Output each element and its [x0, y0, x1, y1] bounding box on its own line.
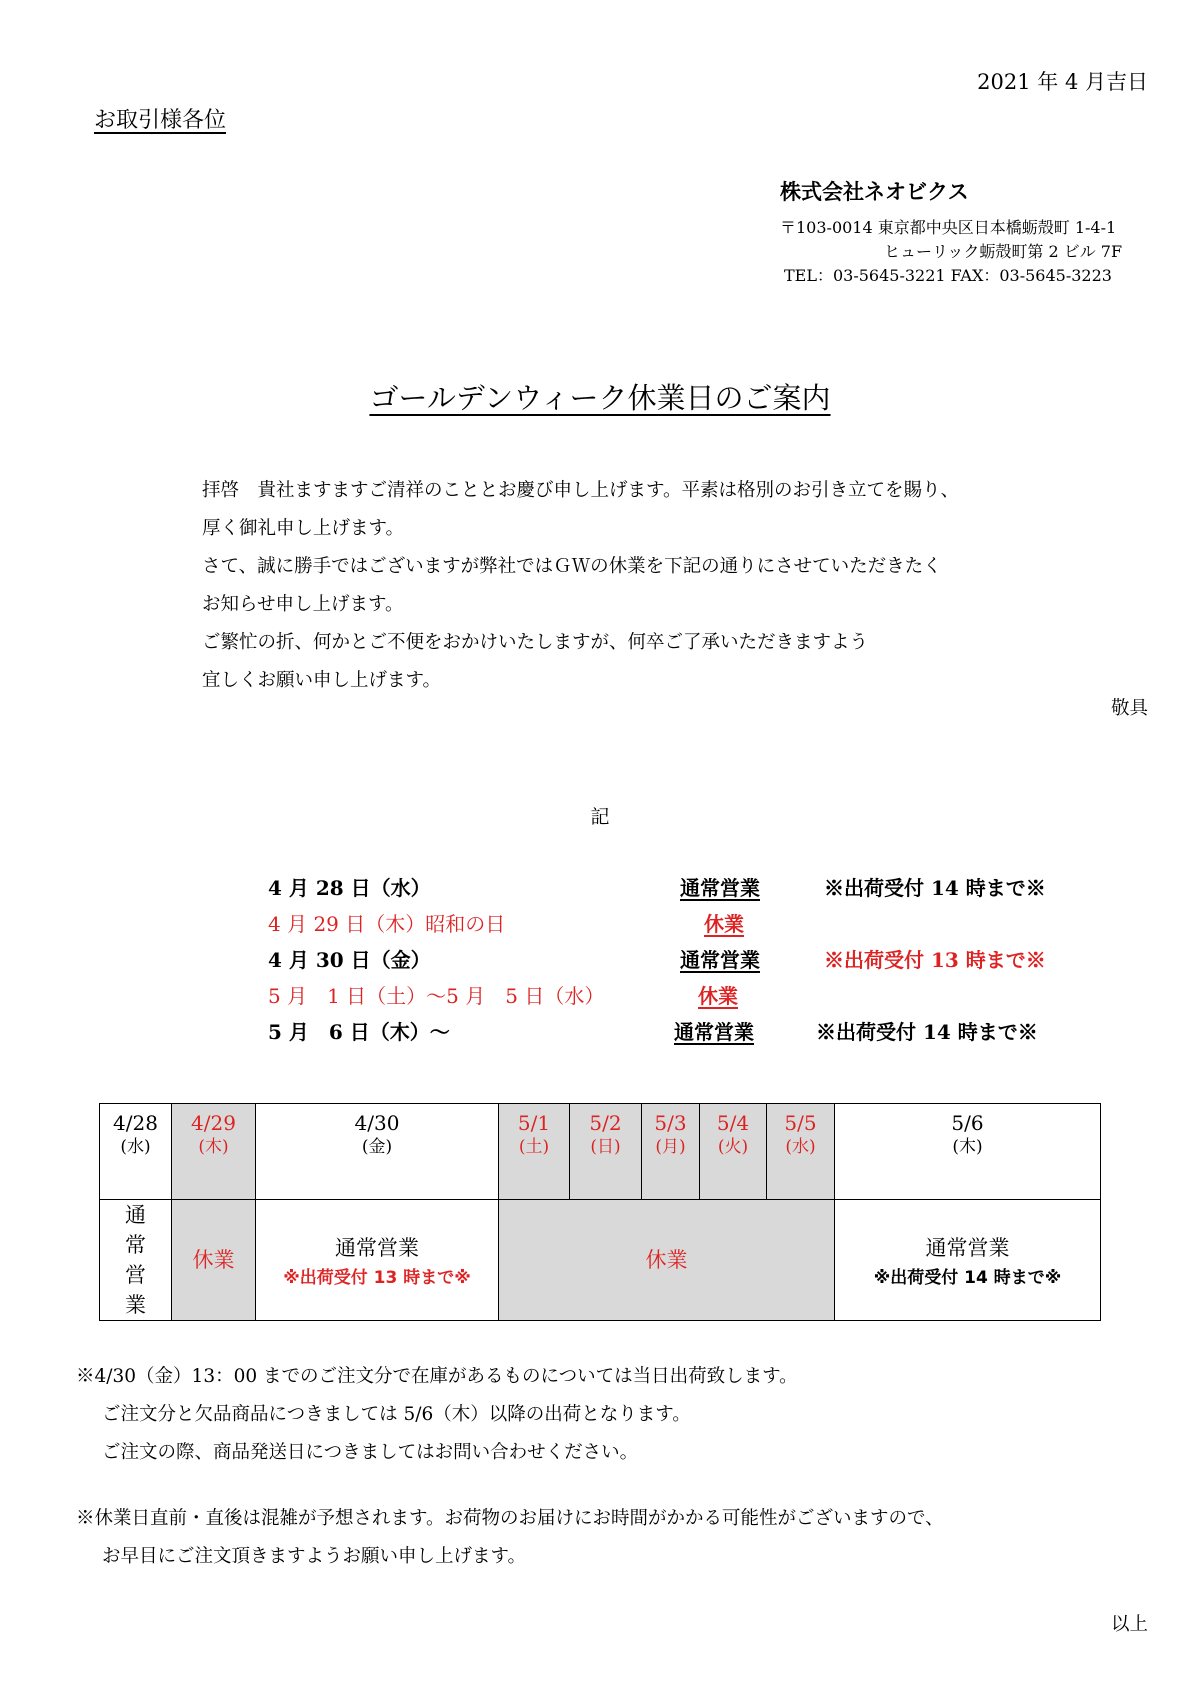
schedule-status: 休業: [704, 912, 744, 936]
document-date: 2021 年 4 月吉日: [977, 70, 1148, 94]
table-day-cell: [700, 1104, 767, 1200]
note-line: ※4/30（金）13：00 までのご注文分で在庫があるものについては当日出荷致します。: [76, 1366, 798, 1387]
table-day-date: 4/28: [113, 1111, 158, 1135]
body-line: さて、誠に勝手ではございますが弊社ではＧＷの休業を下記の通りにさせていただきたく: [202, 556, 942, 577]
table-day-cell: [570, 1104, 642, 1200]
table-status-note: ※出荷受付 14 時まで※: [873, 1267, 1062, 1288]
table-day-date: 5/3: [654, 1111, 687, 1135]
table-day-date: 5/1: [517, 1111, 551, 1135]
table-status-note: ※出荷受付 13 時まで※: [283, 1267, 471, 1288]
note-line: ※休業日直前・直後は混雑が予想されます。お荷物のお届けにお時間がかかる可能性がございますので、: [76, 1508, 944, 1529]
table-day-date: 4/29: [191, 1111, 236, 1135]
table-day-weekday: (日): [590, 1137, 621, 1157]
schedule-status: 通常営業: [680, 876, 760, 900]
table-day-weekday: (木): [952, 1137, 983, 1157]
document-title: ゴールデンウィーク休業日のご案内: [369, 381, 831, 415]
body-line: 拝啓 貴社ますますご清祥のこととお慶び申し上げます。平素は格別のお引き立てを賜り、: [202, 480, 960, 501]
gw-schedule-table: [99, 1103, 1101, 1321]
table-day-weekday: (月): [655, 1137, 686, 1157]
table-day-cell: [835, 1104, 1101, 1200]
table-day-weekday: (水): [120, 1137, 151, 1157]
table-status-cell: [256, 1200, 499, 1321]
company-address-line1: 〒103-0014 東京都中央区日本橋蛎殻町 1-4-1: [780, 218, 1117, 237]
schedule-status: 通常営業: [680, 948, 760, 972]
schedule-status: 休業: [698, 984, 738, 1008]
table-day-weekday: (金): [361, 1137, 393, 1157]
table-day-cell: [642, 1104, 700, 1200]
schedule-date: 5 月 1 日（土）～5 月 5 日（水）: [268, 984, 605, 1008]
note-line: ご注文分と欠品商品につきましては 5/6（木）以降の出荷となります。: [102, 1404, 691, 1425]
company-address-line2: ヒューリック蛎殻町第 2 ビル 7F: [884, 242, 1123, 261]
table-status-label: 休業: [192, 1248, 235, 1272]
table-status-cell: [100, 1200, 172, 1321]
schedule-date: 5 月 6 日（木）～: [268, 1020, 450, 1044]
notes-block-2: [76, 1500, 944, 1576]
table-status-cell: [172, 1200, 256, 1321]
schedule-list: [0, 870, 1200, 1060]
note-line: ご注文の際、商品発送日につきましてはお問い合わせください。: [102, 1442, 639, 1463]
table-day-weekday: (火): [717, 1137, 749, 1157]
closing-ijo: 以上: [1110, 1614, 1148, 1635]
table-day-weekday: (水): [785, 1137, 816, 1157]
schedule-date: 4 月 30 日（金）: [268, 948, 431, 972]
body-line: ご繁忙の折、何かとご不便をおかけいたしますが、何卒ご了承いただきますよう: [202, 632, 869, 653]
table-day-cell: [100, 1104, 172, 1200]
table-day-cell: [256, 1104, 499, 1200]
ki-label: 記: [590, 806, 610, 828]
body-line: お知らせ申し上げます。: [202, 594, 404, 615]
table-day-date: 4/30: [354, 1111, 400, 1135]
schedule-status: 通常営業: [674, 1020, 754, 1044]
addressee: お取引様各位: [94, 108, 227, 133]
table-day-date: 5/2: [589, 1111, 622, 1135]
schedule-note: ※出荷受付 13 時まで※: [824, 948, 1046, 972]
company-block: [780, 176, 1122, 288]
table-status-label: 通常営業: [335, 1235, 419, 1260]
notes-block-1: [76, 1358, 798, 1472]
table-day-date: 5/5: [784, 1111, 817, 1135]
closing-keigu: 敬具: [1110, 698, 1148, 719]
table-day-cell: [767, 1104, 835, 1200]
table-status-cell: [835, 1200, 1101, 1321]
table-status-label: 通常営業: [925, 1235, 1010, 1260]
body-text: [202, 472, 959, 700]
table-day-weekday: (木): [198, 1137, 229, 1157]
table-day-cell: [499, 1104, 570, 1200]
body-line: 宜しくお願い申し上げます。: [202, 670, 442, 691]
table-day-date: 5/4: [716, 1111, 750, 1135]
table-day-date: 5/6: [951, 1111, 984, 1135]
table-day-weekday: (土): [518, 1137, 550, 1157]
body-line: 厚く御礼申し上げます。: [202, 518, 405, 539]
schedule-date: 4 月 28 日（水）: [268, 876, 431, 900]
schedule-note: ※出荷受付 14 時まで※: [824, 876, 1046, 900]
table-status-label: 通常営業: [125, 1203, 146, 1317]
schedule-note: ※出荷受付 14 時まで※: [816, 1020, 1038, 1044]
table-day-cell: [172, 1104, 256, 1200]
schedule-date: 4 月 29 日（木）昭和の日: [268, 912, 506, 936]
table-status-label: 休業: [645, 1248, 688, 1272]
company-contact: TEL：03-5645-3221 FAX：03-5645-3223: [784, 266, 1112, 285]
table-status-cell: [499, 1200, 835, 1321]
company-name: 株式会社ネオビクス: [780, 180, 969, 204]
note-line: お早目にご注文頂きますようお願い申し上げます。: [102, 1546, 527, 1567]
